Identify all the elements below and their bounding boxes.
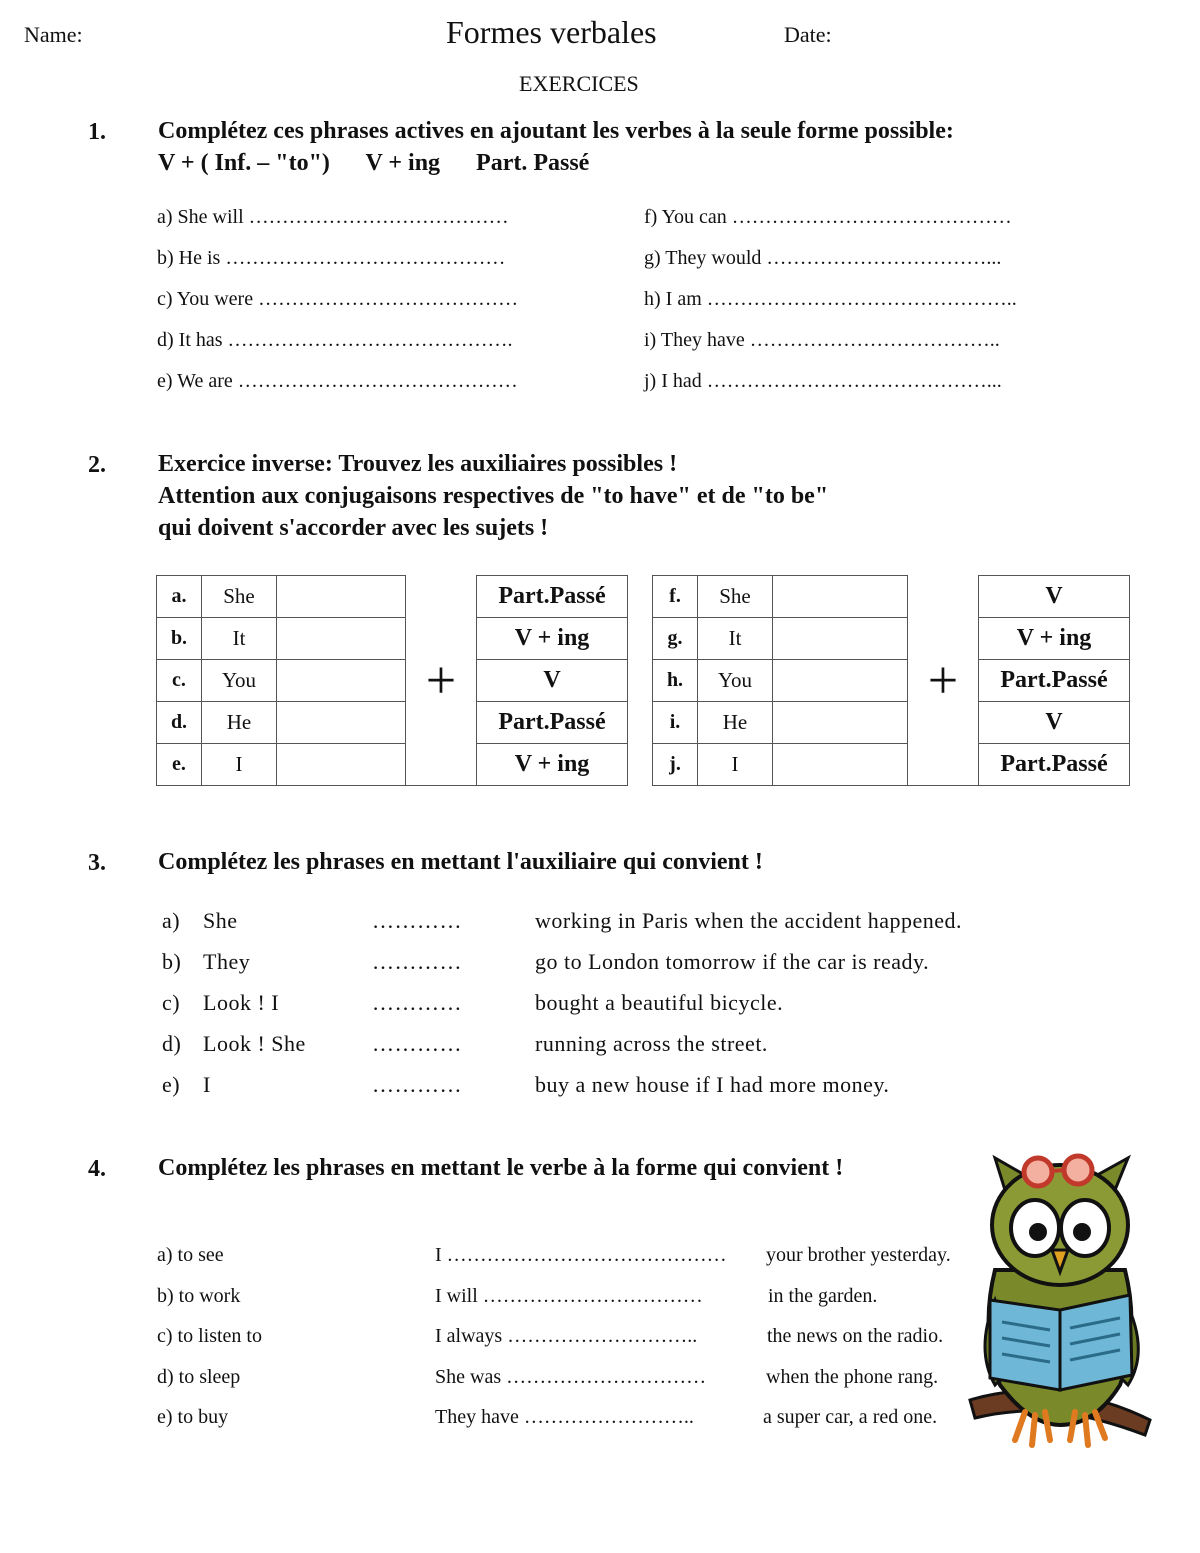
- row-verb-form: V: [477, 660, 628, 702]
- ex1-item-i: i) They have ………………………………..: [644, 329, 1000, 351]
- exercise-3-number: 3.: [88, 850, 106, 876]
- row-verb-form: V + ing: [979, 618, 1130, 660]
- exercise-4-instruction: Complétez les phrases en mettant le verbe à la forme qui convient !: [158, 1155, 844, 1181]
- row-subject: It: [698, 618, 773, 660]
- row-verb-form: Part.Passé: [477, 702, 628, 744]
- ex3-label-c: c): [162, 990, 181, 1015]
- row-subject: You: [202, 660, 277, 702]
- owl-reading-book-icon: [960, 1150, 1160, 1490]
- ex4-verb-c: c) to listen to: [157, 1325, 262, 1347]
- answer-blank[interactable]: [773, 660, 908, 702]
- ex3-blank-e[interactable]: …………: [372, 1072, 462, 1097]
- ex1-item-c: c) You were …………………………………: [157, 288, 519, 310]
- table-row: [653, 618, 1130, 660]
- ex3-label-b: b): [162, 949, 182, 974]
- row-verb-form: Part.Passé: [477, 576, 628, 618]
- ex3-label-a: a): [162, 908, 181, 933]
- ex3-rest-e: buy a new house if I had more money.: [535, 1072, 890, 1097]
- table-row: [157, 576, 628, 618]
- row-label: b.: [157, 618, 202, 660]
- plus-sign: +: [406, 576, 477, 786]
- row-subject: I: [698, 744, 773, 786]
- ex3-blank-c[interactable]: …………: [372, 990, 462, 1015]
- row-subject: She: [202, 576, 277, 618]
- row-label: j.: [653, 744, 698, 786]
- ex4-start-d[interactable]: She was …………………………: [435, 1366, 707, 1388]
- row-subject: She: [698, 576, 773, 618]
- ex3-rest-b: go to London tomorrow if the car is ready.: [535, 949, 930, 974]
- ex1-item-e: e) We are ……………………………………: [157, 370, 518, 392]
- row-label: g.: [653, 618, 698, 660]
- exercise-1-instruction-line2: V + ( Inf. – "to") V + ing Part. Passé: [158, 150, 590, 176]
- ex4-end-d: when the phone rang.: [766, 1366, 939, 1388]
- row-label: i.: [653, 702, 698, 744]
- row-verb-form: Part.Passé: [979, 744, 1130, 786]
- row-label: e.: [157, 744, 202, 786]
- answer-blank[interactable]: [773, 618, 908, 660]
- row-subject: It: [202, 618, 277, 660]
- ex3-rest-c: bought a beautiful bicycle.: [535, 990, 784, 1015]
- exercise-4-number: 4.: [88, 1156, 106, 1182]
- exercise-2-number: 2.: [88, 452, 106, 478]
- row-subject: He: [698, 702, 773, 744]
- ex3-blank-b[interactable]: …………: [372, 949, 462, 974]
- ex1-item-f: f) You can ……………………………………: [644, 206, 1012, 228]
- ex3-rest-d: running across the street.: [535, 1031, 768, 1056]
- ex3-subject-a: She: [203, 908, 238, 933]
- ex1-item-j: j) I had ……………………………………...: [644, 370, 1002, 392]
- exercise-2-instruction-line2: Attention aux conjugaisons respectives de "to have" et de "to be": [158, 483, 829, 509]
- table-row: [653, 744, 1130, 786]
- ex4-start-e[interactable]: They have ……………………..: [435, 1406, 694, 1428]
- ex1-item-g: g) They would ……………………………...: [644, 247, 1002, 269]
- ex4-end-a: your brother yesterday.: [766, 1244, 951, 1266]
- row-verb-form: V: [979, 702, 1130, 744]
- row-subject: He: [202, 702, 277, 744]
- ex3-label-e: e): [162, 1072, 181, 1097]
- exercise-1-number: 1.: [88, 119, 106, 145]
- exercise-2-instruction: [158, 448, 828, 544]
- row-label: d.: [157, 702, 202, 744]
- row-label: h.: [653, 660, 698, 702]
- table-row: [157, 744, 628, 786]
- answer-blank[interactable]: [773, 744, 908, 786]
- ex1-item-b: b) He is ……………………………………: [157, 247, 506, 269]
- exercise-2-instruction-line1: Exercice inverse: Trouvez les auxiliaires possibles !: [158, 451, 678, 477]
- exercise-3-instruction: Complétez les phrases en mettant l'auxiliaire qui convient !: [158, 849, 763, 875]
- ex3-subject-b: They: [203, 949, 251, 974]
- ex4-verb-e: e) to buy: [157, 1406, 229, 1428]
- row-verb-form: Part.Passé: [979, 660, 1130, 702]
- row-label: a.: [157, 576, 202, 618]
- row-subject: You: [698, 660, 773, 702]
- row-verb-form: V + ing: [477, 618, 628, 660]
- ex3-subject-e: I: [203, 1072, 211, 1097]
- ex1-item-h: h) I am ………………………………………..: [644, 288, 1017, 310]
- ex3-subject-c: Look ! I: [203, 990, 280, 1015]
- row-label: f.: [653, 576, 698, 618]
- table-row: [653, 702, 1130, 744]
- row-verb-form: V: [979, 576, 1130, 618]
- ex4-verb-d: d) to sleep: [157, 1366, 241, 1388]
- exercise-1-instruction: [158, 115, 954, 179]
- ex1-item-d: d) It has …………………………………….: [157, 329, 513, 351]
- answer-blank[interactable]: [277, 702, 406, 744]
- table-row: [157, 702, 628, 744]
- row-subject: I: [202, 744, 277, 786]
- ex4-end-b: in the garden.: [768, 1285, 878, 1307]
- ex4-verb-b: b) to work: [157, 1285, 241, 1307]
- name-label: Name:: [24, 22, 83, 47]
- page-title: Formes verbales: [446, 14, 657, 50]
- row-verb-form: V + ing: [477, 744, 628, 786]
- answer-blank[interactable]: [773, 576, 908, 618]
- table-row: [157, 618, 628, 660]
- answer-blank[interactable]: [277, 576, 406, 618]
- answer-blank[interactable]: [277, 744, 406, 786]
- ex3-subject-d: Look ! She: [203, 1031, 306, 1056]
- exercise-2-right-table: [652, 575, 1130, 786]
- ex4-end-e: a super car, a red one.: [763, 1406, 938, 1428]
- ex4-start-a[interactable]: I ……………………………………: [435, 1244, 727, 1266]
- row-label: c.: [157, 660, 202, 702]
- ex4-start-b[interactable]: I will ……………………………: [435, 1285, 703, 1307]
- ex4-end-c: the news on the radio.: [767, 1325, 944, 1347]
- ex4-verb-a: a) to see: [157, 1244, 224, 1266]
- table-row: [653, 660, 1130, 702]
- table-row: [653, 576, 1130, 618]
- subtitle: EXERCICES: [519, 71, 639, 96]
- ex3-label-d: d): [162, 1031, 182, 1056]
- exercise-2-left-table: [156, 575, 628, 786]
- date-label: Date:: [784, 22, 832, 47]
- ex4-start-c[interactable]: I always ………………………..: [435, 1325, 698, 1347]
- answer-blank[interactable]: [773, 702, 908, 744]
- ex3-blank-d[interactable]: …………: [372, 1031, 462, 1056]
- ex3-rest-a: working in Paris when the accident happened.: [535, 908, 963, 933]
- ex3-blank-a[interactable]: …………: [372, 908, 462, 933]
- table-row: [157, 660, 628, 702]
- answer-blank[interactable]: [277, 660, 406, 702]
- ex1-item-a: a) She will …………………………………: [157, 206, 509, 228]
- answer-blank[interactable]: [277, 618, 406, 660]
- plus-sign: +: [908, 576, 979, 786]
- exercise-1-instruction-line1: Complétez ces phrases actives en ajoutant les verbes à la seule forme possible:: [158, 118, 954, 144]
- exercise-2-instruction-line3: qui doivent s'accorder avec les sujets !: [158, 515, 549, 541]
